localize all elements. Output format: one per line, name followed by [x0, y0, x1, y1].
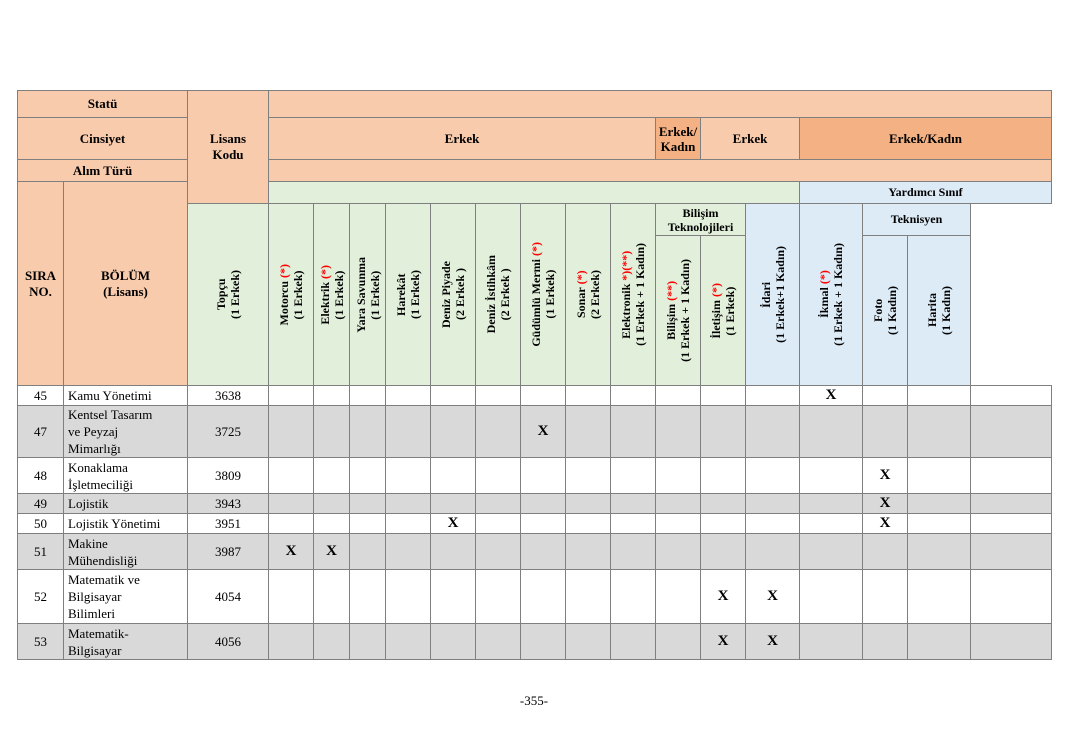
- row-mark-cell: [800, 570, 863, 624]
- row-number: 49: [18, 494, 64, 514]
- column-name: Topçu: [214, 278, 228, 311]
- row-mark-cell: X: [314, 534, 350, 570]
- column-footnote-mark: (*): [817, 270, 831, 285]
- row-mark-cell: [566, 458, 611, 494]
- row-mark-cell: [701, 514, 746, 534]
- erkek-group-2: Erkek: [701, 118, 800, 160]
- row-license-code: 4054: [188, 570, 269, 624]
- column-quota: (1 Erkek): [291, 270, 305, 319]
- department-line: Konaklama: [68, 459, 128, 475]
- row-number: 52: [18, 570, 64, 624]
- row-mark-cell: [863, 624, 908, 660]
- row-mark-cell: [386, 386, 431, 406]
- column-name: Harekât: [394, 273, 408, 316]
- row-mark-cell: [908, 624, 971, 660]
- column-header-15: [908, 236, 971, 386]
- table-row: [18, 570, 1052, 624]
- row-mark-cell: [521, 534, 566, 570]
- row-number: 53: [18, 624, 64, 660]
- row-department: [64, 534, 188, 570]
- row-mark-cell: X: [521, 406, 566, 458]
- row-department: [64, 624, 188, 660]
- row-mark-cell: X: [431, 514, 476, 534]
- erkek-kadin-group: Erkek/Kadın: [800, 118, 1052, 160]
- row-mark-cell: X: [863, 514, 908, 534]
- row-mark-cell: [800, 494, 863, 514]
- lisans-kodu-header: [188, 91, 269, 204]
- row-license-code: 3638: [188, 386, 269, 406]
- row-mark-cell: [521, 624, 566, 660]
- bolum-header: [64, 182, 188, 386]
- column-quota: (2 Erkek ): [498, 268, 512, 321]
- row-mark-cell: [863, 406, 908, 458]
- row-mark-cell: [350, 386, 386, 406]
- row-mark-cell: [269, 458, 314, 494]
- sira-no-line1: SIRA: [24, 267, 57, 283]
- green-band: [269, 182, 800, 204]
- row-mark-cell: [476, 406, 521, 458]
- row-number: 50: [18, 514, 64, 534]
- column-name: Deniz İstihkâm: [484, 255, 498, 334]
- row-mark-cell: [269, 406, 314, 458]
- column-header-12: [746, 204, 800, 386]
- row-mark-cell: [566, 386, 611, 406]
- row-mark-cell: [386, 570, 431, 624]
- table-row: [18, 534, 1052, 570]
- department-line: Bilgisayar: [68, 642, 122, 658]
- row-license-code: 3725: [188, 406, 269, 458]
- column-quota: (2 Erkek ): [453, 268, 467, 321]
- row-mark-cell: X: [701, 624, 746, 660]
- department-line: Lojistik Yönetimi: [68, 516, 161, 531]
- lisans-kodu-line1: Lisans: [209, 131, 247, 146]
- column-name: Sonar: [574, 287, 588, 319]
- row-mark-cell: [701, 458, 746, 494]
- column-footnote-mark: (**): [664, 280, 678, 301]
- row-mark-cell: [908, 570, 971, 624]
- row-mark-cell: [566, 534, 611, 570]
- row-mark-cell: [350, 624, 386, 660]
- row-mark-cell: [566, 514, 611, 534]
- row-mark-cell: [350, 406, 386, 458]
- bilisim-teknolojileri-line1: Bilişim: [682, 205, 719, 220]
- column-header-4: [386, 204, 431, 386]
- row-mark-cell: [386, 514, 431, 534]
- column-name: İdari: [758, 281, 773, 308]
- row-number: 45: [18, 386, 64, 406]
- department-line: İşletmeciliği: [68, 476, 133, 492]
- column-name: Elektrik: [317, 281, 332, 325]
- row-mark-cell: [800, 406, 863, 458]
- table-row: [18, 406, 1052, 458]
- row-mark-cell: [431, 386, 476, 406]
- row-mark-cell: [476, 458, 521, 494]
- erkek-kadin-split-line2: Kadın: [660, 138, 696, 154]
- column-header-13: [800, 204, 863, 386]
- department-line: Lojistik: [68, 496, 109, 511]
- column-header-10: [656, 236, 701, 386]
- column-header-0: [188, 204, 269, 386]
- row-mark-cell: [908, 534, 971, 570]
- statu-band: [269, 91, 1052, 118]
- row-mark-cell: X: [701, 570, 746, 624]
- column-header-14: [863, 236, 908, 386]
- column-name: Güdümlü Mermi: [529, 259, 543, 347]
- department-line: Bilgisayar: [68, 589, 122, 604]
- column-name: Motorcu: [277, 280, 291, 326]
- row-license-code: 3809: [188, 458, 269, 494]
- row-mark-cell: [656, 514, 701, 534]
- row-mark-cell: [656, 534, 701, 570]
- column-footnote-mark: (*): [709, 282, 723, 297]
- row-mark-cell: [611, 406, 656, 458]
- row-department: [64, 406, 188, 458]
- column-quota: (1 Erkek): [723, 286, 737, 335]
- column-name: Deniz Piyade: [439, 261, 453, 328]
- row-mark-cell: X: [746, 624, 800, 660]
- row-mark-cell: [431, 458, 476, 494]
- row-mark-cell: [800, 458, 863, 494]
- row-mark-cell: [566, 570, 611, 624]
- row-license-code: 3987: [188, 534, 269, 570]
- department-line: Matematik-: [68, 625, 129, 641]
- row-mark-cell: [908, 458, 971, 494]
- column-quota: (1 Erkek + 1 Kadın): [633, 243, 647, 346]
- row-mark-cell: [971, 570, 1052, 624]
- table-row: [18, 458, 1052, 494]
- row-mark-cell: [314, 514, 350, 534]
- column-footnote-mark: (*): [574, 270, 588, 285]
- row-mark-cell: [863, 534, 908, 570]
- column-quota: (1 Erkek): [367, 270, 382, 319]
- column-name: Foto: [871, 298, 885, 323]
- row-mark-cell: [971, 514, 1052, 534]
- row-mark-cell: [971, 534, 1052, 570]
- row-mark-cell: X: [863, 494, 908, 514]
- column-name: İkmal: [817, 287, 831, 319]
- row-mark-cell: [908, 514, 971, 534]
- department-line: Matematik ve: [68, 572, 140, 587]
- column-quota: (1 Kadın): [885, 285, 899, 335]
- row-mark-cell: [746, 458, 800, 494]
- column-header-5: [431, 204, 476, 386]
- column-header-9: [611, 204, 656, 386]
- row-mark-cell: [863, 386, 908, 406]
- row-department: [64, 386, 188, 406]
- sira-no-line2: NO.: [29, 283, 52, 299]
- row-department: [64, 458, 188, 494]
- column-quota: (1 Erkek+1 Kadın): [772, 246, 787, 343]
- row-mark-cell: [971, 624, 1052, 660]
- row-mark-cell: [908, 406, 971, 458]
- row-mark-cell: [476, 570, 521, 624]
- row-mark-cell: [611, 534, 656, 570]
- column-quota: (1 Erkek): [543, 270, 557, 319]
- row-mark-cell: [611, 514, 656, 534]
- row-mark-cell: [800, 624, 863, 660]
- row-mark-cell: [566, 494, 611, 514]
- row-mark-cell: [656, 386, 701, 406]
- row-mark-cell: [431, 624, 476, 660]
- lisans-kodu-line2: Kodu: [212, 147, 244, 162]
- row-mark-cell: [611, 458, 656, 494]
- row-mark-cell: [863, 570, 908, 624]
- column-name: Yara Savunma: [353, 256, 368, 333]
- table-row: [18, 514, 1052, 534]
- column-header-3: [350, 204, 386, 386]
- row-license-code: 3951: [188, 514, 269, 534]
- row-number: 48: [18, 458, 64, 494]
- row-mark-cell: [521, 570, 566, 624]
- row-mark-cell: [971, 494, 1052, 514]
- department-line: Kentsel Tasarım: [68, 407, 153, 422]
- yardimci-sinif-header: Yardımcı Sınıf: [800, 182, 1052, 204]
- row-mark-cell: [701, 494, 746, 514]
- row-mark-cell: [656, 570, 701, 624]
- bolum-line2: (Lisans): [103, 283, 148, 299]
- row-mark-cell: [746, 494, 800, 514]
- row-mark-cell: X: [746, 570, 800, 624]
- cinsiyet-header: Cinsiyet: [18, 118, 188, 160]
- sira-no-header: [18, 182, 64, 386]
- row-mark-cell: [350, 494, 386, 514]
- row-mark-cell: [476, 534, 521, 570]
- row-mark-cell: [746, 534, 800, 570]
- row-mark-cell: [701, 534, 746, 570]
- column-header-6: [476, 204, 521, 386]
- row-mark-cell: [431, 494, 476, 514]
- column-quota: (1 Erkek): [228, 270, 242, 319]
- column-quota: (1 Erkek + 1 Kadın): [831, 243, 845, 346]
- column-quota: (1 Erkek): [331, 270, 346, 319]
- row-mark-cell: [476, 386, 521, 406]
- column-name: Bilişim: [664, 303, 678, 340]
- teknisyen-header: Teknisyen: [863, 204, 971, 236]
- erkek-kadin-split-line1: Erkek/: [658, 123, 698, 139]
- row-mark-cell: [269, 570, 314, 624]
- row-mark-cell: [701, 386, 746, 406]
- column-header-11: [701, 236, 746, 386]
- row-mark-cell: [521, 494, 566, 514]
- row-mark-cell: [971, 386, 1052, 406]
- department-line: ve Peyzaj: [68, 424, 119, 439]
- row-mark-cell: [314, 570, 350, 624]
- row-mark-cell: [386, 406, 431, 458]
- column-quota: (2 Erkek): [588, 270, 602, 319]
- row-number: 47: [18, 406, 64, 458]
- row-mark-cell: [611, 624, 656, 660]
- row-mark-cell: [908, 386, 971, 406]
- erkek-group: Erkek: [269, 118, 656, 160]
- table-row: [18, 624, 1052, 660]
- row-mark-cell: [431, 534, 476, 570]
- row-mark-cell: [971, 406, 1052, 458]
- row-department: [64, 514, 188, 534]
- row-mark-cell: [566, 624, 611, 660]
- row-mark-cell: X: [863, 458, 908, 494]
- column-footnote-mark: (*): [317, 264, 332, 279]
- row-mark-cell: [521, 458, 566, 494]
- column-header-8: [566, 204, 611, 386]
- column-quota: (1 Erkek): [408, 270, 422, 319]
- row-license-code: 3943: [188, 494, 269, 514]
- row-mark-cell: [800, 514, 863, 534]
- alim-turu-header: Alım Türü: [18, 160, 188, 182]
- row-mark-cell: [701, 406, 746, 458]
- row-mark-cell: [746, 386, 800, 406]
- table-row: [18, 386, 1052, 406]
- row-mark-cell: [314, 624, 350, 660]
- bilisim-teknolojileri-line2: Teknolojileri: [667, 219, 734, 234]
- row-mark-cell: [269, 494, 314, 514]
- row-mark-cell: [350, 570, 386, 624]
- column-name: İletişim: [709, 299, 723, 339]
- row-mark-cell: [656, 458, 701, 494]
- statu-header: Statü: [18, 91, 188, 118]
- erkek-kadin-split-header: [656, 118, 701, 160]
- row-mark-cell: [314, 406, 350, 458]
- row-mark-cell: [269, 514, 314, 534]
- row-mark-cell: [656, 624, 701, 660]
- row-mark-cell: [611, 570, 656, 624]
- row-mark-cell: [521, 514, 566, 534]
- row-license-code: 4056: [188, 624, 269, 660]
- row-department: [64, 494, 188, 514]
- column-quota: (1 Kadın): [939, 285, 953, 335]
- page-number: -355-: [519, 693, 549, 708]
- department-line: Mimarlığı: [68, 441, 121, 456]
- row-mark-cell: [269, 386, 314, 406]
- department-line: Makine: [68, 535, 108, 551]
- column-header-7: [521, 204, 566, 386]
- row-mark-cell: [656, 494, 701, 514]
- row-mark-cell: [476, 624, 521, 660]
- row-mark-cell: [800, 534, 863, 570]
- row-mark-cell: [746, 514, 800, 534]
- column-header-1: [269, 204, 314, 386]
- row-mark-cell: [350, 534, 386, 570]
- row-mark-cell: [476, 494, 521, 514]
- row-mark-cell: [431, 570, 476, 624]
- alim-turu-band: [269, 160, 1052, 182]
- row-mark-cell: [314, 494, 350, 514]
- department-line: Kamu Yönetimi: [68, 388, 152, 403]
- row-mark-cell: [908, 494, 971, 514]
- column-header-2: [314, 204, 350, 386]
- quota-table: [17, 90, 1052, 660]
- row-mark-cell: [431, 406, 476, 458]
- department-line: Bilimleri: [68, 606, 115, 621]
- row-mark-cell: X: [800, 386, 863, 406]
- row-mark-cell: [314, 458, 350, 494]
- row-mark-cell: [350, 458, 386, 494]
- row-mark-cell: [971, 458, 1052, 494]
- row-mark-cell: [746, 406, 800, 458]
- column-name: Elektronik: [619, 283, 633, 339]
- bolum-line1: BÖLÜM: [100, 267, 151, 283]
- row-mark-cell: [386, 494, 431, 514]
- column-quota: (1 Erkek + 1 Kadın): [678, 259, 692, 362]
- row-mark-cell: [269, 624, 314, 660]
- row-mark-cell: [314, 386, 350, 406]
- column-footnote-mark: *)(**): [619, 250, 633, 281]
- row-mark-cell: [350, 514, 386, 534]
- department-line: Mühendisliği: [68, 552, 138, 568]
- row-mark-cell: [656, 406, 701, 458]
- row-mark-cell: [386, 624, 431, 660]
- row-mark-cell: [386, 534, 431, 570]
- row-number: 51: [18, 534, 64, 570]
- column-name: Harita: [925, 293, 939, 328]
- row-mark-cell: [386, 458, 431, 494]
- row-mark-cell: [611, 386, 656, 406]
- row-mark-cell: [611, 494, 656, 514]
- table-row: [18, 494, 1052, 514]
- column-footnote-mark: (*): [277, 263, 291, 278]
- row-department: [64, 570, 188, 624]
- column-footnote-mark: (*): [529, 242, 543, 257]
- bilisim-teknolojileri-header: [656, 204, 746, 236]
- row-mark-cell: [476, 514, 521, 534]
- row-mark-cell: [521, 386, 566, 406]
- row-mark-cell: [566, 406, 611, 458]
- row-mark-cell: X: [269, 534, 314, 570]
